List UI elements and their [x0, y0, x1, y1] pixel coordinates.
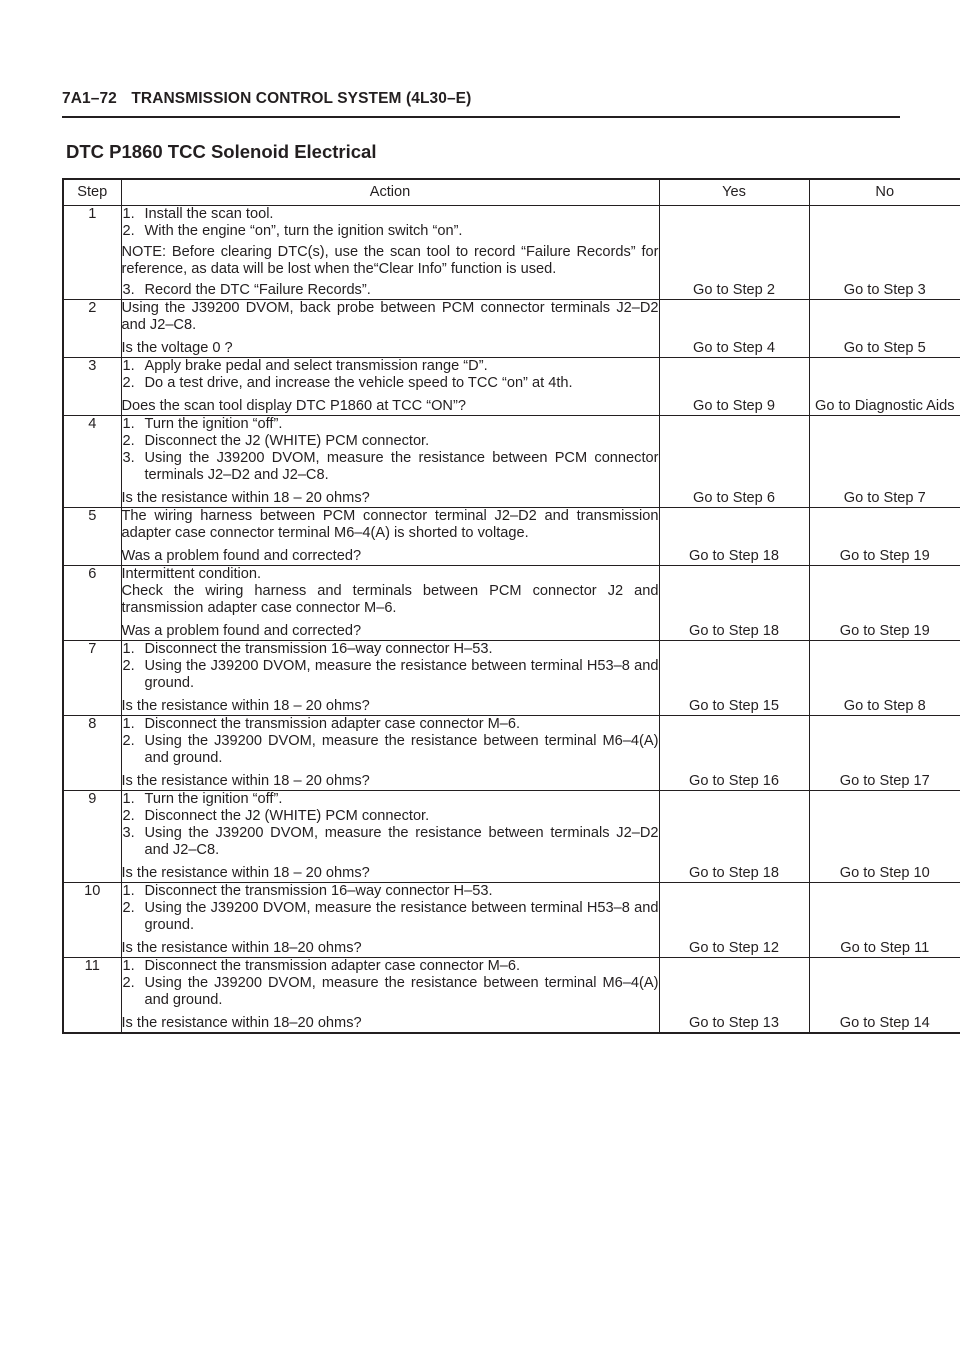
yes-result: Go to Step 9 — [659, 358, 809, 416]
action-cell — [121, 566, 659, 641]
list-item-number: 2. — [122, 808, 135, 824]
list-item-text: Do a test drive, and increase the vehicle speed to TCC “on” at 4th. — [144, 375, 573, 391]
action-list-item — [122, 883, 659, 900]
action-list-item — [122, 658, 659, 692]
action-list-item — [122, 975, 659, 1009]
page-title: DTC P1860 TCC Solenoid Electrical — [66, 141, 377, 162]
step-number: 5 — [63, 508, 121, 566]
no-result: Go to Step 7 — [809, 416, 960, 508]
list-item-text: Install the scan tool. — [144, 206, 274, 222]
action-cell — [121, 641, 659, 716]
list-item-text: Using the J39200 DVOM, measure the resistance between terminal H53–8 and ground. — [144, 900, 659, 933]
action-list-item — [122, 282, 659, 299]
action-question: Is the voltage 0 ? — [121, 340, 233, 356]
list-item-text: Disconnect the J2 (WHITE) PCM connector. — [144, 433, 430, 449]
action-question: Is the resistance within 18–20 ohms? — [121, 1015, 362, 1031]
action-list-item — [122, 808, 659, 825]
no-result: Go to Step 8 — [809, 641, 960, 716]
step-number: 9 — [63, 791, 121, 883]
action-list-item — [122, 825, 659, 859]
action-question: Is the resistance within 18–20 ohms? — [121, 940, 362, 956]
action-cell — [121, 358, 659, 416]
action-text: The wiring harness between PCM connector terminal J2–D2 and transmission adapter case connector terminal M6–4(A) is shorted to voltage. — [121, 508, 659, 541]
action-cell — [121, 958, 659, 1034]
yes-result: Go to Step 4 — [659, 300, 809, 358]
list-item-number: 1. — [122, 358, 135, 374]
action-cell — [121, 791, 659, 883]
yes-result: Go to Step 2 — [659, 206, 809, 300]
list-item-text: Disconnect the transmission adapter case connector M–6. — [144, 716, 521, 732]
header-rule — [62, 116, 900, 118]
list-item-number: 1. — [122, 641, 135, 657]
list-item-text: Disconnect the transmission 16–way connector H–53. — [144, 641, 493, 657]
list-item-number: 3. — [122, 450, 135, 466]
yes-result: Go to Step 18 — [659, 566, 809, 641]
no-result: Go to Step 17 — [809, 716, 960, 791]
page-header — [62, 90, 471, 108]
list-item-text: Disconnect the transmission adapter case connector M–6. — [144, 958, 521, 974]
yes-result: Go to Step 18 — [659, 508, 809, 566]
list-item-number: 2. — [122, 975, 135, 991]
action-list-item — [122, 358, 659, 375]
action-question: Is the resistance within 18 – 20 ohms? — [121, 865, 370, 881]
action-question: Is the resistance within 18 – 20 ohms? — [121, 773, 370, 789]
page-number: 7A1–72 — [62, 90, 117, 107]
action-list-item — [122, 375, 659, 392]
step-number: 7 — [63, 641, 121, 716]
table-row — [63, 566, 960, 641]
action-list-item — [122, 641, 659, 658]
list-item-number: 2. — [122, 223, 135, 239]
column-header-step: Step — [63, 179, 121, 206]
action-list-item — [122, 733, 659, 767]
list-item-number: 1. — [122, 958, 135, 974]
list-item-text: Apply brake pedal and select transmission range “D”. — [144, 358, 488, 374]
action-list-item — [122, 206, 659, 223]
step-number: 1 — [63, 206, 121, 300]
list-item-number: 2. — [122, 658, 135, 674]
no-result: Go to Step 5 — [809, 300, 960, 358]
table-row — [63, 358, 960, 416]
action-list-item — [122, 716, 659, 733]
no-result: Go to Step 19 — [809, 566, 960, 641]
list-item-text: Record the DTC “Failure Records”. — [144, 282, 371, 298]
action-text: Check the wiring harness and terminals between PCM connector J2 and transmission adapter case connector M–6. — [121, 583, 659, 616]
action-question: Was a problem found and corrected? — [121, 548, 362, 564]
diagnostic-table — [62, 178, 960, 1034]
list-item-number: 1. — [122, 716, 135, 732]
action-cell — [121, 883, 659, 958]
list-item-text: Disconnect the J2 (WHITE) PCM connector. — [144, 808, 430, 824]
no-result: Go to Step 14 — [809, 958, 960, 1034]
action-list-item — [122, 450, 659, 484]
step-number: 11 — [63, 958, 121, 1034]
table-row — [63, 883, 960, 958]
yes-result: Go to Step 16 — [659, 716, 809, 791]
action-cell — [121, 508, 659, 566]
action-list-item — [122, 791, 659, 808]
column-header-no: No — [809, 179, 960, 206]
list-item-text: Using the J39200 DVOM, measure the resistance between PCM connector terminals J2–D2 and J2–C8. — [144, 450, 659, 483]
action-note: NOTE: Before clearing DTC(s), use the scan tool to record “Failure Records” for reference, as data will be lost when the“Clear Info” function is used. — [121, 244, 659, 277]
no-result: Go to Diagnostic Aids — [809, 358, 960, 416]
list-item-text: Using the J39200 DVOM, measure the resistance between terminal M6–4(A) and ground. — [144, 733, 659, 766]
yes-result: Go to Step 12 — [659, 883, 809, 958]
no-result: Go to Step 3 — [809, 206, 960, 300]
list-item-number: 1. — [122, 791, 135, 807]
list-item-number: 2. — [122, 375, 135, 391]
list-item-text: With the engine “on”, turn the ignition switch “on”. — [144, 223, 463, 239]
list-item-number: 1. — [122, 206, 135, 222]
step-number: 2 — [63, 300, 121, 358]
action-question: Is the resistance within 18 – 20 ohms? — [121, 490, 370, 506]
list-item-number: 2. — [122, 733, 135, 749]
list-item-text: Using the J39200 DVOM, measure the resistance between terminal M6–4(A) and ground. — [144, 975, 659, 1008]
action-question: Is the resistance within 18 – 20 ohms? — [121, 698, 370, 714]
action-list-item — [122, 433, 659, 450]
table-row — [63, 508, 960, 566]
action-list-item — [122, 416, 659, 433]
step-number: 10 — [63, 883, 121, 958]
action-text: Intermittent condition. — [121, 566, 262, 582]
list-item-number: 1. — [122, 416, 135, 432]
table-row — [63, 206, 960, 300]
list-item-text: Turn the ignition “off”. — [144, 416, 283, 432]
yes-result: Go to Step 6 — [659, 416, 809, 508]
step-number: 8 — [63, 716, 121, 791]
no-result: Go to Step 19 — [809, 508, 960, 566]
yes-result: Go to Step 15 — [659, 641, 809, 716]
step-number: 3 — [63, 358, 121, 416]
table-row — [63, 300, 960, 358]
action-list-item — [122, 223, 659, 240]
action-list-item — [122, 900, 659, 934]
list-item-text: Using the J39200 DVOM, measure the resistance between terminal H53–8 and ground. — [144, 658, 659, 691]
table-row — [63, 791, 960, 883]
table-row — [63, 641, 960, 716]
table-header-row — [63, 179, 960, 206]
section-title: TRANSMISSION CONTROL SYSTEM (4L30–E) — [131, 90, 472, 107]
list-item-number: 2. — [122, 433, 135, 449]
list-item-text: Disconnect the transmission 16–way connector H–53. — [144, 883, 493, 899]
action-cell — [121, 206, 659, 300]
no-result: Go to Step 10 — [809, 791, 960, 883]
action-cell — [121, 300, 659, 358]
action-cell — [121, 716, 659, 791]
step-number: 4 — [63, 416, 121, 508]
list-item-text: Turn the ignition “off”. — [144, 791, 283, 807]
table-row — [63, 716, 960, 791]
column-header-action: Action — [121, 179, 659, 206]
table-row — [63, 958, 960, 1034]
step-number: 6 — [63, 566, 121, 641]
table-row — [63, 416, 960, 508]
list-item-number: 3. — [122, 825, 135, 841]
column-header-yes: Yes — [659, 179, 809, 206]
list-item-number: 2. — [122, 900, 135, 916]
action-text: Using the J39200 DVOM, back probe between PCM connector terminals J2–D2 and J2–C8. — [121, 300, 659, 333]
list-item-number: 1. — [122, 883, 135, 899]
action-list-item — [122, 958, 659, 975]
action-cell — [121, 416, 659, 508]
list-item-text: Using the J39200 DVOM, measure the resistance between terminals J2–D2 and J2–C8. — [144, 825, 659, 858]
yes-result: Go to Step 18 — [659, 791, 809, 883]
yes-result: Go to Step 13 — [659, 958, 809, 1034]
action-question: Does the scan tool display DTC P1860 at TCC “ON”? — [121, 398, 466, 414]
action-question: Was a problem found and corrected? — [121, 623, 362, 639]
no-result: Go to Step 11 — [809, 883, 960, 958]
list-item-number: 3. — [122, 282, 135, 298]
